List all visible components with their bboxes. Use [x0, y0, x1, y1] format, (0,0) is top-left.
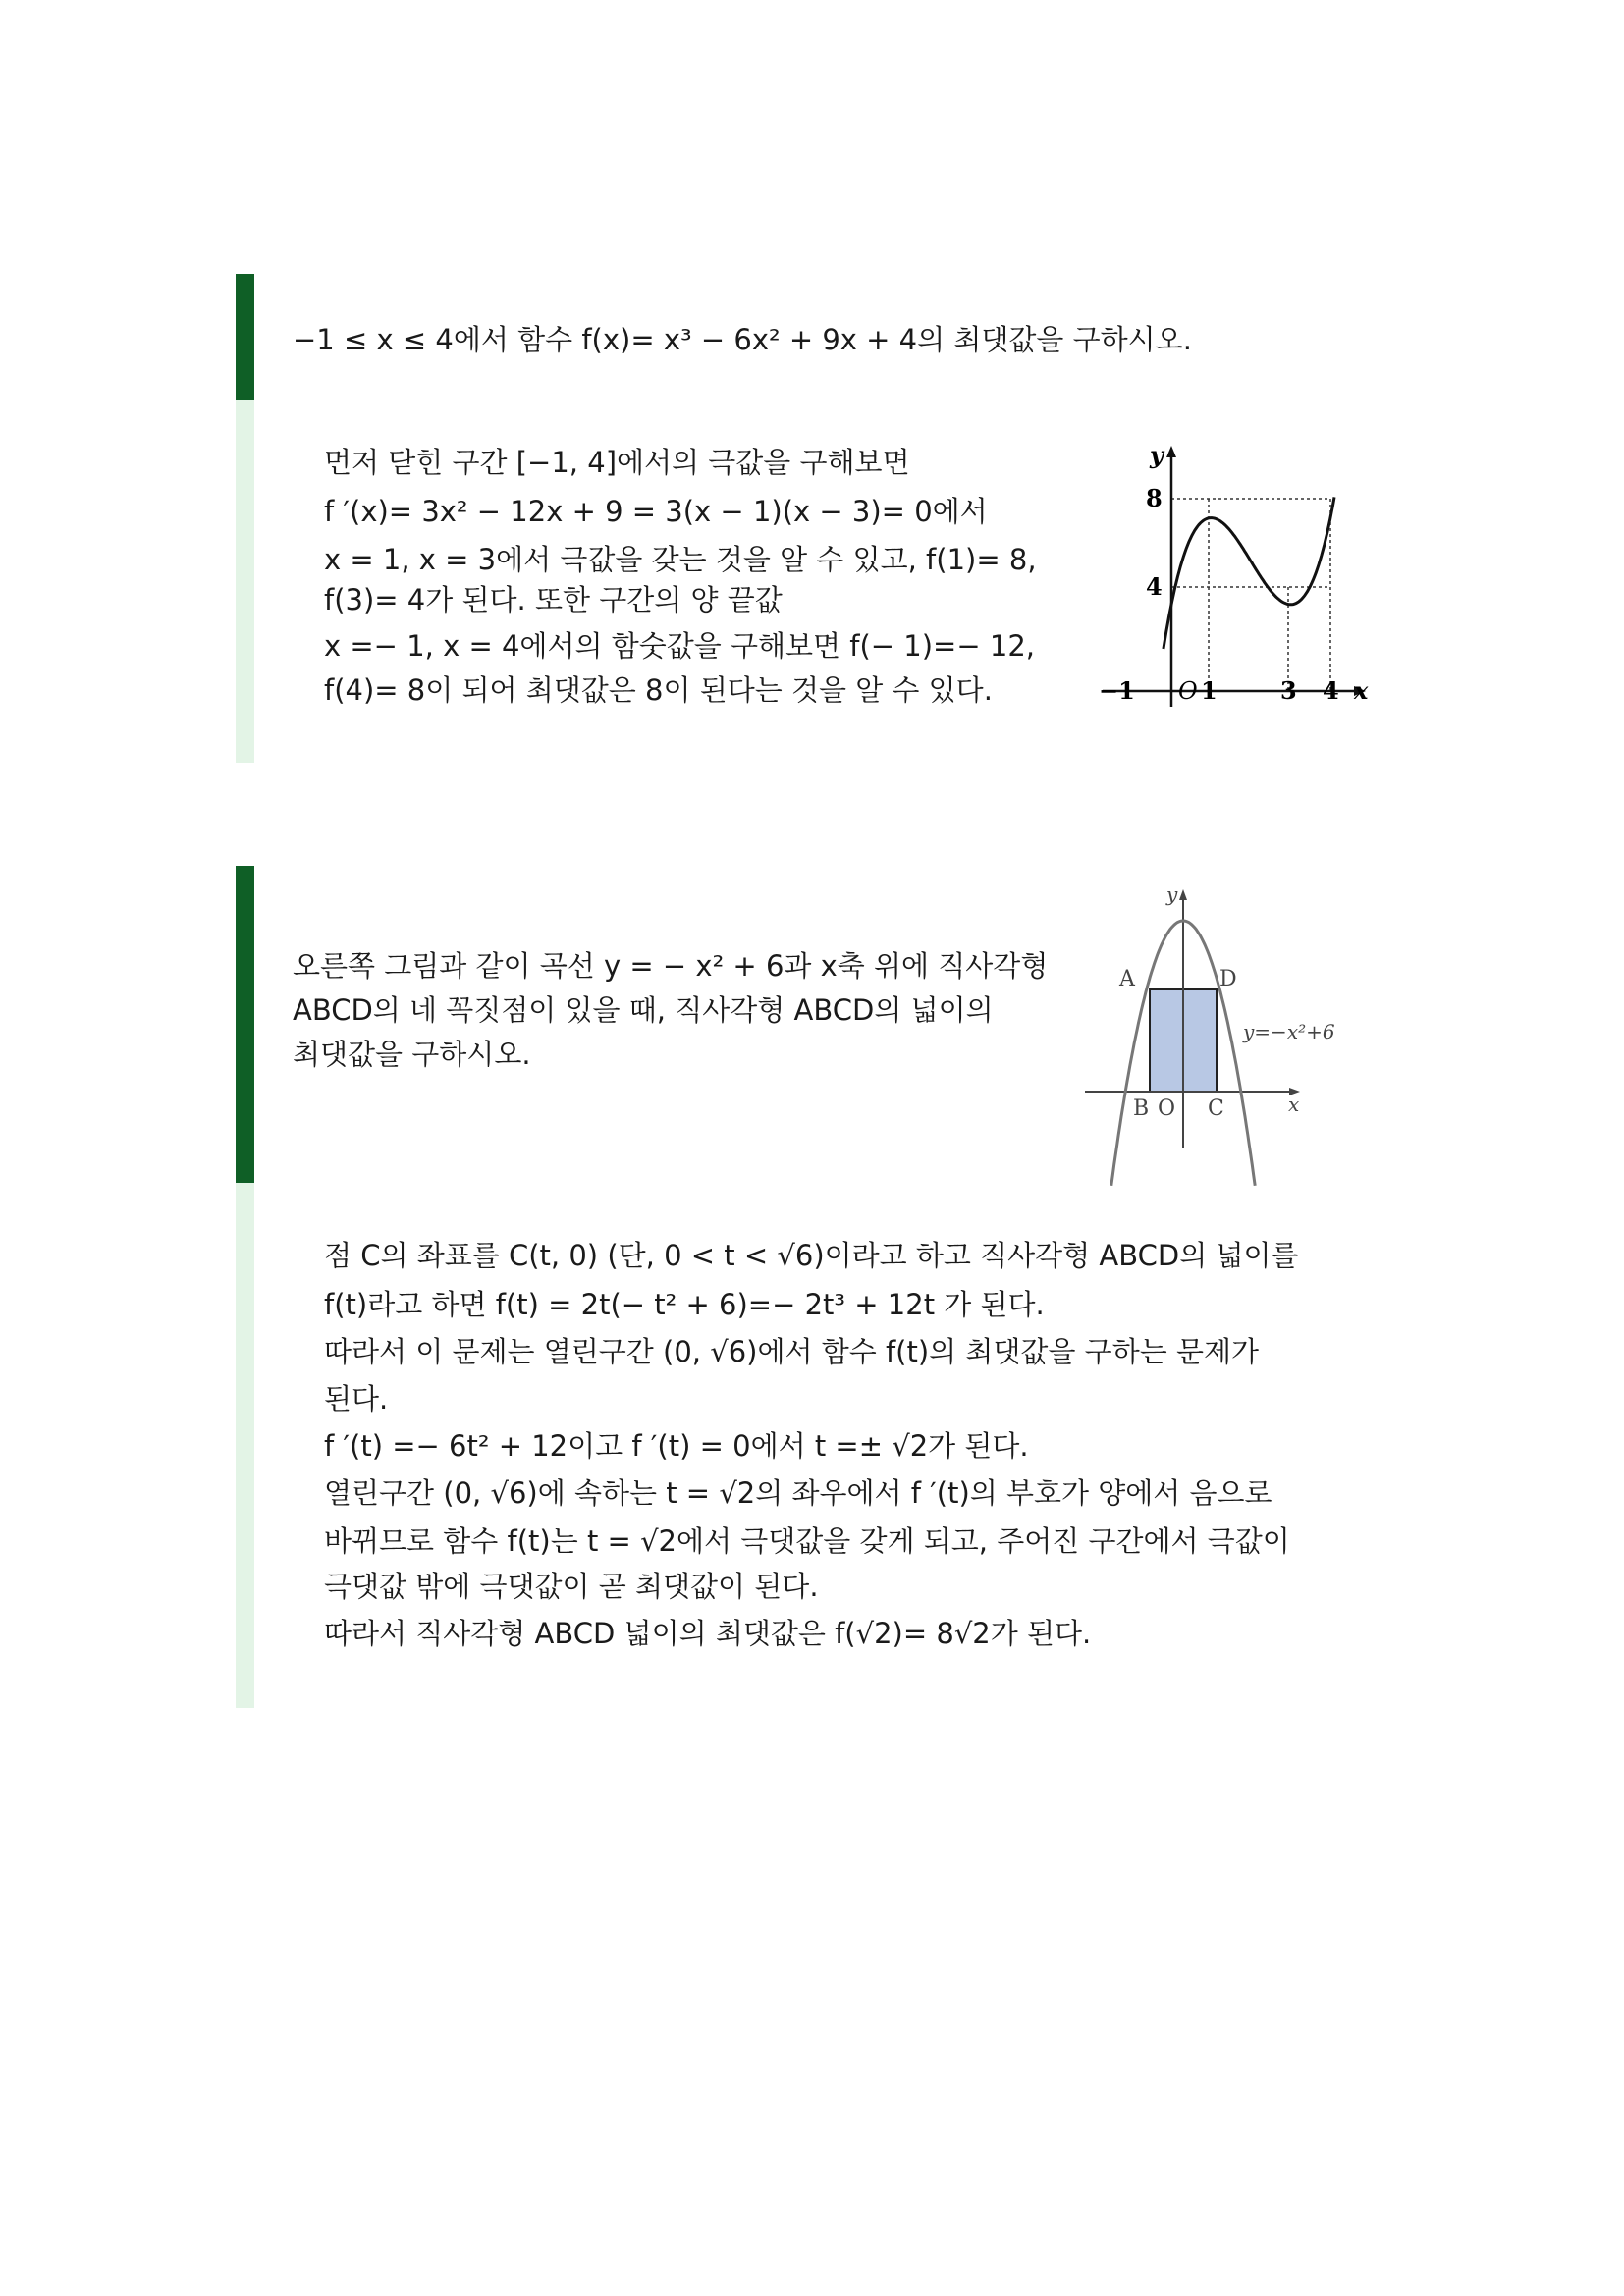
x-tick-label: 4 — [1323, 676, 1339, 705]
solution-line: 따라서 직사각형 ABCD 넓이의 최댓값은 f(√2)= 8√2가 된다. — [324, 1617, 1092, 1650]
question-line: 오른쪽 그림과 같이 곡선 y = − x² + 6과 x축 위에 직사각형 — [293, 949, 1049, 983]
vertex-label: B — [1133, 1096, 1150, 1121]
cubic-curve — [1164, 497, 1334, 649]
problem1-accent-bar — [236, 274, 254, 400]
x-axis-label: x — [1288, 1093, 1300, 1116]
origin-label: O — [1178, 677, 1198, 705]
problem1-question: −1 ≤ x ≤ 4에서 함수 f(x)= x³ − 6x² + 9x + 4의 최댓값을 구하시오. — [293, 323, 1192, 356]
curve-label: y=−x²+6 — [1243, 1020, 1335, 1043]
solution-line: 바뀌므로 함수 f(t)는 t = √2에서 극댓값을 갖게 되고, 주어진 구간에서 극값이 — [324, 1524, 1290, 1558]
question-line: ABCD의 네 꼭짓점이 있을 때, 직사각형 ABCD의 넓이의 — [293, 993, 994, 1027]
vertex-label: A — [1119, 967, 1135, 991]
solution-line: x = 1, x = 3에서 극값을 갖는 것을 알 수 있고, f(1)= 8, — [324, 543, 1037, 576]
x-tick-label: 1 — [1201, 676, 1218, 705]
cubic-graph — [1095, 440, 1389, 724]
x-tick-label: 3 — [1280, 676, 1297, 705]
y-axis-label: y — [1166, 883, 1178, 906]
x-axis-label: x — [1354, 676, 1369, 705]
solution-line: 열린구간 (0, √6)에 속하는 t = √2의 좌우에서 f ′(t)의 부호가 양에서 음으로 — [324, 1476, 1272, 1510]
y-axis-arrow — [1179, 889, 1187, 900]
question-line: 최댓값을 구하시오. — [293, 1038, 531, 1071]
solution2-accent-bar — [236, 1183, 254, 1708]
solution-line: f ′(x)= 3x² − 12x + 9 = 3(x − 1)(x − 3)= 0에서 — [324, 495, 988, 528]
solution-line: x =− 1, x = 4에서의 함숫값을 구해보면 f(− 1)=− 12, — [324, 629, 1035, 663]
solution-line: f(3)= 4가 된다. 또한 구간의 양 끝값 — [324, 583, 783, 616]
vertex-label: O — [1158, 1096, 1176, 1121]
parabola-graph — [1070, 883, 1375, 1188]
solution-line: 점 C의 좌표를 C(t, 0) (단, 0 < t < √6)이라고 하고 직사각형 ABCD의 넓이를 — [324, 1239, 1299, 1272]
solution-line: f(4)= 8이 되어 최댓값은 8이 된다는 것을 알 수 있다. — [324, 673, 993, 707]
solution-line: 극댓값 밖에 극댓값이 곧 최댓값이 된다. — [324, 1570, 819, 1603]
solution-line: f(t)라고 하면 f(t) = 2t(− t² + 6)=− 2t³ + 12t 가 된다. — [324, 1288, 1045, 1321]
y-tick-label: 8 — [1146, 484, 1163, 512]
solution-line: 따라서 이 문제는 열린구간 (0, √6)에서 함수 f(t)의 최댓값을 구하는 문제가 — [324, 1335, 1259, 1368]
problem2-accent-bar — [236, 866, 254, 1183]
x-tick-label: −1 — [1099, 676, 1135, 705]
y-axis-label: y — [1150, 441, 1164, 469]
vertex-label: C — [1208, 1096, 1224, 1121]
y-tick-label: 4 — [1146, 572, 1163, 601]
solution-line: f ′(t) =− 6t² + 12이고 f ′(t) = 0에서 t =± √2가 된다. — [324, 1429, 1029, 1463]
solution1-accent-bar — [236, 400, 254, 763]
solution-line: 먼저 닫힌 구간 [−1, 4]에서의 극값을 구해보면 — [324, 446, 910, 479]
solution-line: 된다. — [324, 1382, 389, 1415]
vertex-label: D — [1219, 967, 1237, 991]
y-axis-arrow — [1166, 446, 1176, 457]
